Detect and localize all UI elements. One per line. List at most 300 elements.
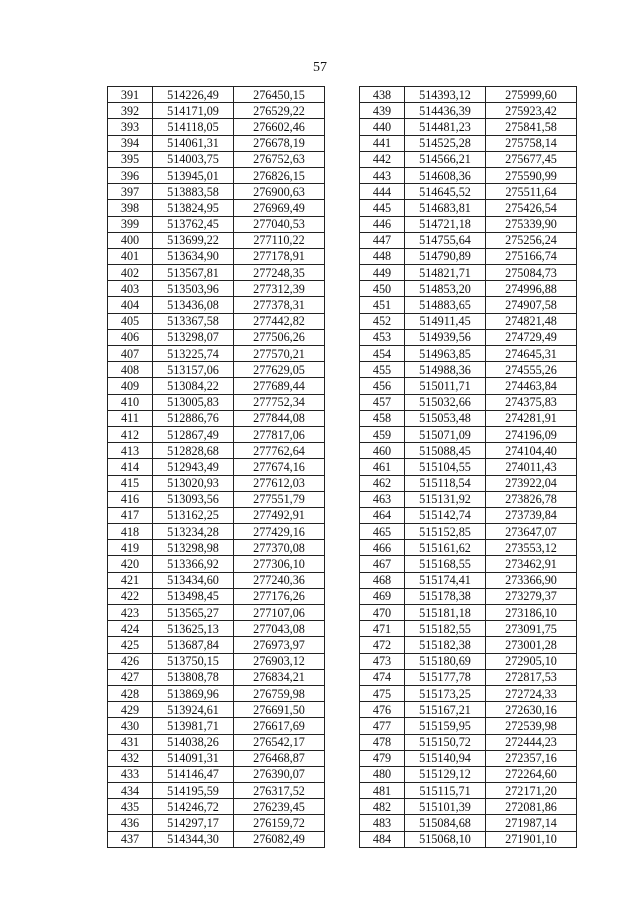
y-coordinate-cell: 275426,54 xyxy=(486,200,577,216)
y-coordinate-cell: 273553,12 xyxy=(486,540,577,556)
point-number-cell: 441 xyxy=(360,135,405,151)
table-row xyxy=(108,669,325,685)
x-coordinate-cell: 515129,12 xyxy=(405,766,486,782)
x-coordinate-cell: 514091,31 xyxy=(153,750,234,766)
x-coordinate-cell: 512828,68 xyxy=(153,443,234,459)
x-coordinate-cell: 513093,56 xyxy=(153,491,234,507)
x-coordinate-cell: 513883,58 xyxy=(153,184,234,200)
table-row xyxy=(360,265,577,281)
y-coordinate-cell: 277370,08 xyxy=(234,540,325,556)
point-number-cell: 398 xyxy=(108,200,153,216)
y-coordinate-cell: 274104,40 xyxy=(486,443,577,459)
x-coordinate-cell: 513687,84 xyxy=(153,637,234,653)
point-number-cell: 472 xyxy=(360,637,405,653)
x-coordinate-cell: 514146,47 xyxy=(153,766,234,782)
table-row xyxy=(108,410,325,426)
y-coordinate-cell: 275677,45 xyxy=(486,151,577,167)
point-number-cell: 407 xyxy=(108,346,153,362)
table-row xyxy=(108,281,325,297)
x-coordinate-cell: 515174,41 xyxy=(405,572,486,588)
x-coordinate-cell: 515101,39 xyxy=(405,799,486,815)
y-coordinate-cell: 277844,08 xyxy=(234,410,325,426)
table-row xyxy=(360,734,577,750)
y-coordinate-cell: 272081,86 xyxy=(486,799,577,815)
y-coordinate-cell: 275590,99 xyxy=(486,167,577,183)
x-coordinate-cell: 515131,92 xyxy=(405,491,486,507)
x-coordinate-cell: 513824,95 xyxy=(153,200,234,216)
x-coordinate-cell: 515167,21 xyxy=(405,702,486,718)
y-coordinate-cell: 274996,88 xyxy=(486,281,577,297)
x-coordinate-cell: 513699,22 xyxy=(153,232,234,248)
table-row xyxy=(360,394,577,410)
point-number-cell: 430 xyxy=(108,718,153,734)
y-coordinate-cell: 275084,73 xyxy=(486,265,577,281)
y-coordinate-cell: 277178,91 xyxy=(234,248,325,264)
table-row xyxy=(360,588,577,604)
y-coordinate-cell: 271987,14 xyxy=(486,815,577,831)
y-coordinate-cell: 274821,48 xyxy=(486,313,577,329)
x-coordinate-cell: 514566,21 xyxy=(405,151,486,167)
x-coordinate-cell: 513005,83 xyxy=(153,394,234,410)
y-coordinate-cell: 274011,43 xyxy=(486,459,577,475)
table-row xyxy=(108,475,325,491)
point-number-cell: 409 xyxy=(108,378,153,394)
x-coordinate-cell: 514883,65 xyxy=(405,297,486,313)
y-coordinate-cell: 277442,82 xyxy=(234,313,325,329)
table-row xyxy=(360,329,577,345)
table-row xyxy=(360,524,577,540)
table-row xyxy=(108,103,325,119)
table-row xyxy=(108,605,325,621)
table-row xyxy=(108,831,325,847)
y-coordinate-cell: 277752,34 xyxy=(234,394,325,410)
point-number-cell: 415 xyxy=(108,475,153,491)
point-number-cell: 473 xyxy=(360,653,405,669)
x-coordinate-cell: 515182,55 xyxy=(405,621,486,637)
table-row xyxy=(108,362,325,378)
table-row xyxy=(108,637,325,653)
x-coordinate-cell: 514226,49 xyxy=(153,87,234,103)
point-number-cell: 464 xyxy=(360,507,405,523)
x-coordinate-cell: 513567,81 xyxy=(153,265,234,281)
table-row xyxy=(360,103,577,119)
y-coordinate-cell: 273462,91 xyxy=(486,556,577,572)
point-number-cell: 451 xyxy=(360,297,405,313)
x-coordinate-cell: 515084,68 xyxy=(405,815,486,831)
table-row xyxy=(360,637,577,653)
table-row xyxy=(360,653,577,669)
x-coordinate-cell: 515182,38 xyxy=(405,637,486,653)
point-number-cell: 436 xyxy=(108,815,153,831)
x-coordinate-cell: 514003,75 xyxy=(153,151,234,167)
table-row xyxy=(360,621,577,637)
x-coordinate-cell: 515150,72 xyxy=(405,734,486,750)
y-coordinate-cell: 276617,69 xyxy=(234,718,325,734)
x-coordinate-cell: 514171,09 xyxy=(153,103,234,119)
x-coordinate-cell: 514436,39 xyxy=(405,103,486,119)
y-coordinate-cell: 272724,33 xyxy=(486,685,577,701)
point-number-cell: 467 xyxy=(360,556,405,572)
point-number-cell: 442 xyxy=(360,151,405,167)
point-number-cell: 417 xyxy=(108,507,153,523)
x-coordinate-cell: 513436,08 xyxy=(153,297,234,313)
y-coordinate-cell: 273647,07 xyxy=(486,524,577,540)
x-coordinate-cell: 513981,71 xyxy=(153,718,234,734)
y-coordinate-cell: 277240,36 xyxy=(234,572,325,588)
y-coordinate-cell: 276900,63 xyxy=(234,184,325,200)
y-coordinate-cell: 277107,06 xyxy=(234,605,325,621)
y-coordinate-cell: 274281,91 xyxy=(486,410,577,426)
x-coordinate-cell: 514721,18 xyxy=(405,216,486,232)
x-coordinate-cell: 515173,25 xyxy=(405,685,486,701)
table-row xyxy=(360,572,577,588)
point-number-cell: 455 xyxy=(360,362,405,378)
y-coordinate-cell: 277629,05 xyxy=(234,362,325,378)
x-coordinate-cell: 513503,96 xyxy=(153,281,234,297)
point-number-cell: 440 xyxy=(360,119,405,135)
x-coordinate-cell: 513084,22 xyxy=(153,378,234,394)
table-row xyxy=(108,167,325,183)
table-row xyxy=(108,216,325,232)
table-row xyxy=(108,653,325,669)
y-coordinate-cell: 277040,53 xyxy=(234,216,325,232)
y-coordinate-cell: 277306,10 xyxy=(234,556,325,572)
x-coordinate-cell: 512886,76 xyxy=(153,410,234,426)
x-coordinate-cell: 515088,45 xyxy=(405,443,486,459)
table-row xyxy=(108,718,325,734)
x-coordinate-cell: 514344,30 xyxy=(153,831,234,847)
point-number-cell: 416 xyxy=(108,491,153,507)
table-row xyxy=(360,556,577,572)
point-number-cell: 396 xyxy=(108,167,153,183)
x-coordinate-cell: 514853,20 xyxy=(405,281,486,297)
x-coordinate-cell: 513157,06 xyxy=(153,362,234,378)
point-number-cell: 395 xyxy=(108,151,153,167)
x-coordinate-cell: 513298,07 xyxy=(153,329,234,345)
x-coordinate-cell: 513750,15 xyxy=(153,653,234,669)
point-number-cell: 484 xyxy=(360,831,405,847)
point-number-cell: 413 xyxy=(108,443,153,459)
y-coordinate-cell: 276903,12 xyxy=(234,653,325,669)
y-coordinate-cell: 275511,64 xyxy=(486,184,577,200)
x-coordinate-cell: 515032,66 xyxy=(405,394,486,410)
y-coordinate-cell: 277689,44 xyxy=(234,378,325,394)
point-number-cell: 435 xyxy=(108,799,153,815)
y-coordinate-cell: 277551,79 xyxy=(234,491,325,507)
x-coordinate-cell: 514645,52 xyxy=(405,184,486,200)
table-row xyxy=(108,459,325,475)
y-coordinate-cell: 277043,08 xyxy=(234,621,325,637)
point-number-cell: 434 xyxy=(108,783,153,799)
y-coordinate-cell: 276317,52 xyxy=(234,783,325,799)
point-number-cell: 466 xyxy=(360,540,405,556)
point-number-cell: 445 xyxy=(360,200,405,216)
coordinates-table-left xyxy=(107,86,325,848)
point-number-cell: 465 xyxy=(360,524,405,540)
table-row xyxy=(108,491,325,507)
table-row xyxy=(108,540,325,556)
x-coordinate-cell: 514939,56 xyxy=(405,329,486,345)
point-number-cell: 419 xyxy=(108,540,153,556)
point-number-cell: 432 xyxy=(108,750,153,766)
table-row xyxy=(108,232,325,248)
y-coordinate-cell: 272171,20 xyxy=(486,783,577,799)
table-row xyxy=(360,281,577,297)
table-row xyxy=(108,815,325,831)
y-coordinate-cell: 277110,22 xyxy=(234,232,325,248)
point-number-cell: 459 xyxy=(360,426,405,442)
x-coordinate-cell: 514118,05 xyxy=(153,119,234,135)
y-coordinate-cell: 275339,90 xyxy=(486,216,577,232)
y-coordinate-cell: 274907,58 xyxy=(486,297,577,313)
y-coordinate-cell: 277674,16 xyxy=(234,459,325,475)
x-coordinate-cell: 513762,45 xyxy=(153,216,234,232)
x-coordinate-cell: 515071,09 xyxy=(405,426,486,442)
table-row xyxy=(360,184,577,200)
y-coordinate-cell: 276826,15 xyxy=(234,167,325,183)
y-coordinate-cell: 277762,64 xyxy=(234,443,325,459)
point-number-cell: 469 xyxy=(360,588,405,604)
y-coordinate-cell: 276542,17 xyxy=(234,734,325,750)
y-coordinate-cell: 276691,50 xyxy=(234,702,325,718)
y-coordinate-cell: 273922,04 xyxy=(486,475,577,491)
y-coordinate-cell: 276834,21 xyxy=(234,669,325,685)
table-row xyxy=(108,588,325,604)
point-number-cell: 397 xyxy=(108,184,153,200)
table-row xyxy=(108,685,325,701)
table-row xyxy=(360,799,577,815)
table-row xyxy=(360,87,577,103)
y-coordinate-cell: 272264,60 xyxy=(486,766,577,782)
x-coordinate-cell: 515068,10 xyxy=(405,831,486,847)
table-row xyxy=(360,702,577,718)
x-coordinate-cell: 513808,78 xyxy=(153,669,234,685)
y-coordinate-cell: 275923,42 xyxy=(486,103,577,119)
point-number-cell: 462 xyxy=(360,475,405,491)
table-row xyxy=(360,459,577,475)
y-coordinate-cell: 274196,09 xyxy=(486,426,577,442)
x-coordinate-cell: 514790,89 xyxy=(405,248,486,264)
x-coordinate-cell: 513298,98 xyxy=(153,540,234,556)
x-coordinate-cell: 514297,17 xyxy=(153,815,234,831)
table-row xyxy=(108,200,325,216)
point-number-cell: 427 xyxy=(108,669,153,685)
table-row xyxy=(360,491,577,507)
table-row xyxy=(360,783,577,799)
y-coordinate-cell: 277248,35 xyxy=(234,265,325,281)
x-coordinate-cell: 513020,93 xyxy=(153,475,234,491)
y-coordinate-cell: 275758,14 xyxy=(486,135,577,151)
table-row xyxy=(360,605,577,621)
point-number-cell: 437 xyxy=(108,831,153,847)
point-number-cell: 393 xyxy=(108,119,153,135)
point-number-cell: 408 xyxy=(108,362,153,378)
y-coordinate-cell: 273186,10 xyxy=(486,605,577,621)
table-row xyxy=(360,248,577,264)
point-number-cell: 453 xyxy=(360,329,405,345)
y-coordinate-cell: 276468,87 xyxy=(234,750,325,766)
table-row xyxy=(108,556,325,572)
table-row xyxy=(108,750,325,766)
x-coordinate-cell: 515161,62 xyxy=(405,540,486,556)
table-row xyxy=(108,734,325,750)
point-number-cell: 418 xyxy=(108,524,153,540)
point-number-cell: 429 xyxy=(108,702,153,718)
point-number-cell: 403 xyxy=(108,281,153,297)
x-coordinate-cell: 513565,27 xyxy=(153,605,234,621)
table-row xyxy=(108,346,325,362)
x-coordinate-cell: 515168,55 xyxy=(405,556,486,572)
table-row xyxy=(360,346,577,362)
point-number-cell: 460 xyxy=(360,443,405,459)
y-coordinate-cell: 274375,83 xyxy=(486,394,577,410)
point-number-cell: 461 xyxy=(360,459,405,475)
x-coordinate-cell: 514195,59 xyxy=(153,783,234,799)
x-coordinate-cell: 514755,64 xyxy=(405,232,486,248)
x-coordinate-cell: 513367,58 xyxy=(153,313,234,329)
table-row xyxy=(108,702,325,718)
table-row xyxy=(360,216,577,232)
point-number-cell: 449 xyxy=(360,265,405,281)
x-coordinate-cell: 515140,94 xyxy=(405,750,486,766)
point-number-cell: 454 xyxy=(360,346,405,362)
point-number-cell: 470 xyxy=(360,605,405,621)
y-coordinate-cell: 272817,53 xyxy=(486,669,577,685)
table-row xyxy=(108,443,325,459)
table-body xyxy=(108,87,325,848)
y-coordinate-cell: 274645,31 xyxy=(486,346,577,362)
x-coordinate-cell: 515178,38 xyxy=(405,588,486,604)
point-number-cell: 411 xyxy=(108,410,153,426)
point-number-cell: 425 xyxy=(108,637,153,653)
x-coordinate-cell: 515152,85 xyxy=(405,524,486,540)
table-row xyxy=(108,572,325,588)
y-coordinate-cell: 276973,97 xyxy=(234,637,325,653)
table-row xyxy=(108,297,325,313)
point-number-cell: 448 xyxy=(360,248,405,264)
table-row xyxy=(108,135,325,151)
y-coordinate-cell: 273366,90 xyxy=(486,572,577,588)
point-number-cell: 475 xyxy=(360,685,405,701)
point-number-cell: 438 xyxy=(360,87,405,103)
table-row xyxy=(108,766,325,782)
x-coordinate-cell: 514393,12 xyxy=(405,87,486,103)
point-number-cell: 452 xyxy=(360,313,405,329)
x-coordinate-cell: 515011,71 xyxy=(405,378,486,394)
y-coordinate-cell: 276752,63 xyxy=(234,151,325,167)
y-coordinate-cell: 277176,26 xyxy=(234,588,325,604)
point-number-cell: 421 xyxy=(108,572,153,588)
table-row xyxy=(108,524,325,540)
table-row xyxy=(108,119,325,135)
point-number-cell: 483 xyxy=(360,815,405,831)
y-coordinate-cell: 275166,74 xyxy=(486,248,577,264)
point-number-cell: 426 xyxy=(108,653,153,669)
table-row xyxy=(360,135,577,151)
table-row xyxy=(360,410,577,426)
table-row xyxy=(360,119,577,135)
y-coordinate-cell: 274463,84 xyxy=(486,378,577,394)
table-row xyxy=(360,313,577,329)
table-row xyxy=(108,313,325,329)
y-coordinate-cell: 273001,28 xyxy=(486,637,577,653)
table-row xyxy=(360,750,577,766)
point-number-cell: 450 xyxy=(360,281,405,297)
x-coordinate-cell: 513945,01 xyxy=(153,167,234,183)
point-number-cell: 402 xyxy=(108,265,153,281)
point-number-cell: 406 xyxy=(108,329,153,345)
point-number-cell: 394 xyxy=(108,135,153,151)
y-coordinate-cell: 275256,24 xyxy=(486,232,577,248)
y-coordinate-cell: 274555,26 xyxy=(486,362,577,378)
point-number-cell: 392 xyxy=(108,103,153,119)
y-coordinate-cell: 276082,49 xyxy=(234,831,325,847)
x-coordinate-cell: 514911,45 xyxy=(405,313,486,329)
point-number-cell: 412 xyxy=(108,426,153,442)
table-row xyxy=(360,669,577,685)
table-row xyxy=(360,151,577,167)
point-number-cell: 405 xyxy=(108,313,153,329)
x-coordinate-cell: 513634,90 xyxy=(153,248,234,264)
table-row xyxy=(360,815,577,831)
y-coordinate-cell: 277378,31 xyxy=(234,297,325,313)
x-coordinate-cell: 513434,60 xyxy=(153,572,234,588)
point-number-cell: 468 xyxy=(360,572,405,588)
table-row xyxy=(108,426,325,442)
y-coordinate-cell: 272630,16 xyxy=(486,702,577,718)
table-row xyxy=(108,507,325,523)
x-coordinate-cell: 515159,95 xyxy=(405,718,486,734)
y-coordinate-cell: 274729,49 xyxy=(486,329,577,345)
y-coordinate-cell: 273279,37 xyxy=(486,588,577,604)
point-number-cell: 443 xyxy=(360,167,405,183)
table-row xyxy=(360,297,577,313)
y-coordinate-cell: 276450,15 xyxy=(234,87,325,103)
table-row xyxy=(360,475,577,491)
point-number-cell: 414 xyxy=(108,459,153,475)
x-coordinate-cell: 514821,71 xyxy=(405,265,486,281)
table-row xyxy=(360,362,577,378)
table-row xyxy=(360,232,577,248)
point-number-cell: 400 xyxy=(108,232,153,248)
x-coordinate-cell: 513625,13 xyxy=(153,621,234,637)
x-coordinate-cell: 514481,23 xyxy=(405,119,486,135)
point-number-cell: 401 xyxy=(108,248,153,264)
x-coordinate-cell: 514525,28 xyxy=(405,135,486,151)
point-number-cell: 458 xyxy=(360,410,405,426)
x-coordinate-cell: 514061,31 xyxy=(153,135,234,151)
x-coordinate-cell: 514246,72 xyxy=(153,799,234,815)
point-number-cell: 422 xyxy=(108,588,153,604)
y-coordinate-cell: 276678,19 xyxy=(234,135,325,151)
x-coordinate-cell: 514038,26 xyxy=(153,734,234,750)
y-coordinate-cell: 277506,26 xyxy=(234,329,325,345)
y-coordinate-cell: 277492,91 xyxy=(234,507,325,523)
y-coordinate-cell: 275999,60 xyxy=(486,87,577,103)
table-row xyxy=(108,783,325,799)
table-body xyxy=(360,87,577,848)
table-row xyxy=(108,329,325,345)
y-coordinate-cell: 276602,46 xyxy=(234,119,325,135)
y-coordinate-cell: 273739,84 xyxy=(486,507,577,523)
point-number-cell: 424 xyxy=(108,621,153,637)
point-number-cell: 478 xyxy=(360,734,405,750)
point-number-cell: 431 xyxy=(108,734,153,750)
table-row xyxy=(108,248,325,264)
point-number-cell: 463 xyxy=(360,491,405,507)
x-coordinate-cell: 515180,69 xyxy=(405,653,486,669)
table-row xyxy=(360,426,577,442)
